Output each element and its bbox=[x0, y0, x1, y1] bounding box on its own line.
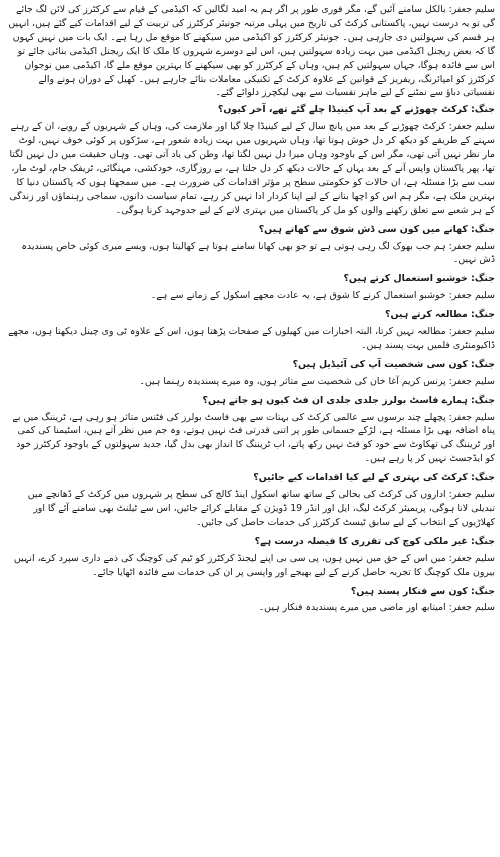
answer-fast-bowlers: سلیم جعفر: پچھلے چند برسوں سے عالمی کرکٹ کی بہتات سے بھی فاسٹ بولرز کی فٹنس متاثر ہو رہی ہے، ٹریننگ میں بے پناہ اضافہ بھی بڑا مسئلہ ہے، لڑکے جسمانی طور پر اتنی قدرتی فٹ نہیں ہوتے، وہ جم میں نظر آتے ہیں، اسٹیمنا کی کمی اور ٹریننگ کی تھکاوٹ سے خود کو فٹ نہیں رکھ پاتے، اب ٹریننگ کا انداز بھی بدل گیا، جدید سہولتوں کے باوجود کرکٹرز خود کو ایڈجسٹ نہیں کر پا رہے ہیں۔ bbox=[12, 411, 495, 465]
answer-perfume: سلیم جعفر: خوشبو استعمال کرنے کا شوق ہے، یہ عادت مجھے اسکول کے زمانے سے ہے۔ bbox=[150, 290, 495, 302]
answer-artists: سلیم جعفر: امیتابھ اور ماضی میں میرے پسندیدہ فنکار ہیں۔ bbox=[258, 602, 495, 614]
question-food: جنگ: کھانے میں کون سی ڈش شوق سے کھاتے ہیں؟ bbox=[258, 223, 495, 235]
question-artists: جنگ: کون سے فنکار پسند ہیں؟ bbox=[350, 585, 495, 597]
answer-food: سلیم جعفر: ہم جب بھوک لگ رہی ہوتی ہے تو جو بھی کھانا سامنے ہوتا ہے کھالیتا ہوں، ویسے میری کوئی خاص پسندیدہ ڈش نہیں۔ bbox=[21, 240, 495, 266]
answer-cricket-improvement: سلیم جعفر: اداروں کی کرکٹ کی بحالی کے ساتھ ساتھ اسکول اینڈ کالج کی سطح پر شہروں میں کرکٹ کے ڈھانچے میں تبدیلی لانا ہوگی، پریمیئر کرکٹ لیگ، ایل اور انڈر 19 ڈویژن کے مقابلے کرائے جائیں، اس سے ٹیلنٹ بھی سامنے آئے گا اور کھلاڑیوں کے انتخاب کے لیے سابق ٹیسٹ کرکٹرز کی خدمات حاصل کی جائیں۔ bbox=[27, 489, 495, 528]
question-fast-bowlers: جنگ: ہمارے فاسٹ بولرز جلدی جلدی ان فٹ کیوں ہو جاتے ہیں؟ bbox=[202, 394, 495, 406]
answer-reading: سلیم جعفر: مطالعہ نہیں کرتا، البتہ اخبارات میں کھیلوں کے صفحات پڑھتا ہوں، اس کے علاوہ ٹی وی چینل دیکھتا ہوں، مجھے ڈاکیومنٹری فلمیں بہت پسند ہیں۔ bbox=[8, 326, 495, 351]
answer-academy: سلیم جعفر: بالکل سامنے آئیں گے، مگر فوری طور پر اگر ہم یہ امید لگالیں کہ اکیڈمی کے قیام سے کرکٹرز کی لائن لگ جائے گی تو یہ درست نہیں، پاکستانی کرکٹ کی تاریخ میں پہلی مرتبہ جونیئر کرکٹرز کی تربیت کے لیے اقدامات کیے گئے ہیں، انہیں ہر قسم کی سہولتیں دی جارہی ہیں۔ جونیئر کرکٹرز کو اکیڈمی میں سیکھنے کا موقع مل رہا ہے۔ ایک بات میں نہیں کہوں گا کہ بعض ریجنل اکیڈمی میں بہت زیادہ سہولتیں ہیں، اس لیے دوسرے شہروں کا ملک کا ایک ریجنل اکیڈمی بنائی جائے تو اس سے فائدہ ہوگا، جہاں سہولتیں کم ہیں، وہاں کے کرکٹرز کو بھی سیکھنے کا بہترین موقع ملے گا، اکیڈمی میں نوجوان کرکٹرز کو امپائرنگ، ریفریز کے قوانین کے علاوہ کرکٹ کے تکنیکی معاملات بتائے جارہے ہیں۔ کھیل کے دوران ہونے والے نفسیاتی دباؤ سے نمٹنے کے لیے ماہر نفسیات سے بھی لیکچرز دلوائے گئے۔ bbox=[8, 4, 495, 99]
question-ideal: جنگ: کون سی شخصیت آپ کی آئیڈیل ہیں؟ bbox=[292, 358, 495, 370]
answer-ideal: سلیم جعفر: پرنس کریم آغا خان کی شخصیت سے متاثر ہوں، وہ میرے پسندیدہ رہنما ہیں۔ bbox=[139, 375, 495, 387]
question-perfume: جنگ: خوشبو استعمال کرتے ہیں؟ bbox=[343, 273, 495, 285]
question-canada: جنگ: کرکٹ چھوڑنے کے بعد آپ کینیڈا چلے گئے تھے، آخر کیوں؟ bbox=[217, 104, 495, 116]
question-reading: جنگ: مطالعہ کرتے ہیں؟ bbox=[385, 309, 495, 321]
answer-foreign-coach: سلیم جعفر: میں اس کے حق میں نہیں ہوں، پی سی بی اپنے لیجنڈ کرکٹرز کو ٹیم کی کوچنگ کی ذمے داری سپرد کرے، انہیں بیرون ملک کوچنگ کا تجربہ حاصل کرنے کے لیے بھیجے اور واپسی پر ان کی خدمات سے فائدہ اٹھایا جائے۔ bbox=[13, 552, 495, 578]
question-foreign-coach: جنگ: غیر ملکی کوچ کی تقرری کا فیصلہ درست ہے؟ bbox=[254, 535, 495, 547]
answer-canada: سلیم جعفر: کرکٹ چھوڑنے کے بعد میں پانچ سال کے لیے کینیڈا چلا گیا اور ملازمت کی، وہاں کے شہریوں کے رویے، ان کے رہنے سہنے کے طریقے کو دیکھ کر دل خوش ہوتا تھا، وہاں شہریوں میں بہت زیادہ شعور ہے، سڑکوں پر کوئی خوف نہیں، لوٹ مار نظر نہیں آتی تھی، مگر اس کے باوجود وہاں میرا دل نہیں لگتا تھا، وطن کی یاد آتی تھی۔ وہاں حقیقت میں دل نہیں لگتا تھا، پھر پاکستان واپس آنے کے بعد یہاں کے حالات دیکھ کر دل جلتا ہے، بے روزگاری، خودکشی، مہنگائی، ٹریفک جام، لوٹ مار، سب سے بڑا مسئلہ ہے، ان حالات کو حکومتی سطح پر مؤثر اقدامات کی ضرورت ہے۔ میں سمجھتا ہوں کہ پاکستان دنیا کا بہترین ملک ہے، مگر ہم اس کو اچھا بنانے کے لیے اپنا کردار ادا نہیں کر رہے، تمام سیاست دانوں، سماجی رہنماؤں اور زندگی کے ہر شعبے سے تعلق رکھنے والوں کو مل کر پاکستان میں بہتری لانے کے لیے جدوجہد کرنا ہوگی۔ bbox=[9, 121, 495, 216]
question-cricket-improvement: جنگ: کرکٹ کی بہتری کے لیے کیا اقدامات کیے جائیں؟ bbox=[253, 472, 495, 484]
